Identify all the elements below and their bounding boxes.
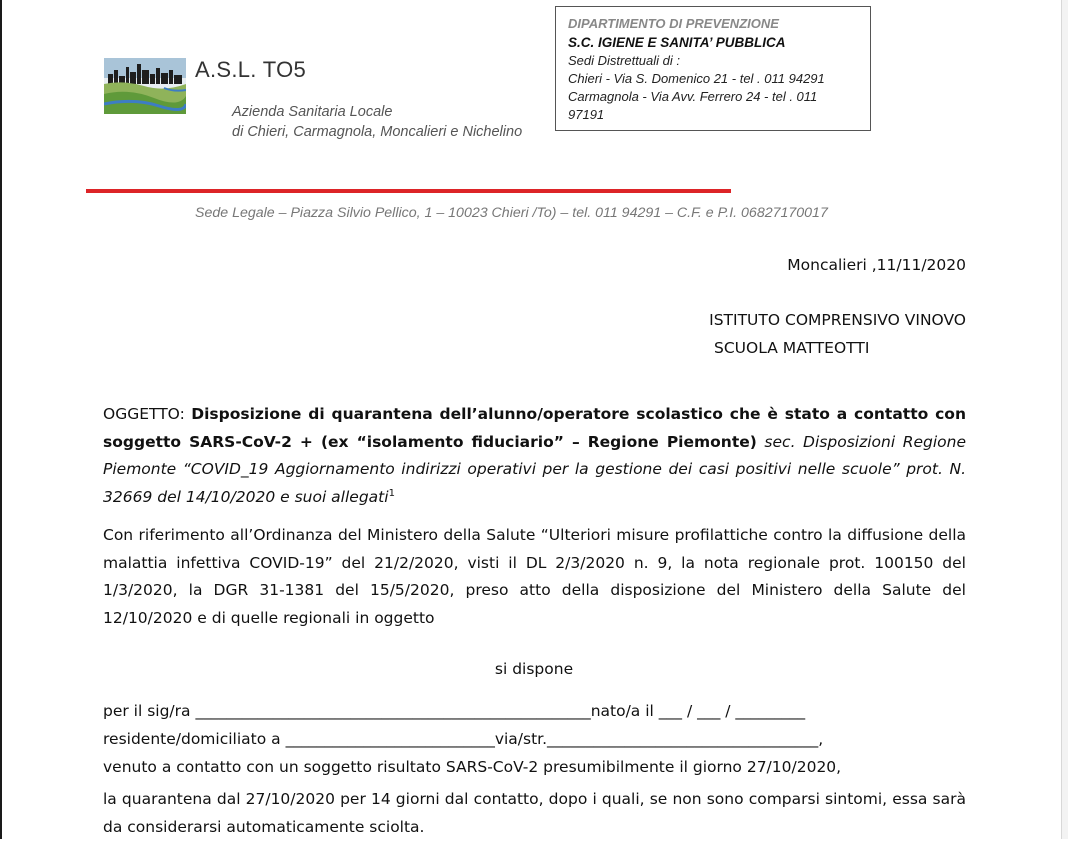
department-sede-chieri: Chieri - Via S. Domenico 21 - tel . 011 94291 <box>568 71 825 86</box>
quarantine-paragraph: la quarantena dal 27/10/2020 per 14 giorni dal contatto, dopo i quali, se non sono comparsi sintomi, essa sarà da considerarsi automaticamente sciolta. <box>103 790 966 836</box>
contact-line: venuto a contatto con un soggetto risultato SARS-CoV-2 presumibilmente il giorno 27/10/2020, <box>103 758 842 776</box>
asl-subtitle-line1: Azienda Sanitaria Locale <box>232 104 393 120</box>
recipient-line2: SCUOLA MATTEOTTI <box>714 339 870 357</box>
asl-title: A.S.L. TO5 <box>195 57 307 82</box>
page-right-scroll-edge <box>1061 0 1068 839</box>
department-title: DIPARTIMENTO DI PREVENZIONE <box>568 16 779 31</box>
department-box <box>555 6 871 131</box>
subject-label: OGGETTO: <box>103 405 192 423</box>
recipient-line1: ISTITUTO COMPRENSIVO VINOVO <box>709 311 966 329</box>
department-unit: S.C. IGIENE E SANITA’ PUBBLICA <box>568 35 786 50</box>
si-dispone: si dispone <box>494 660 574 678</box>
subject-paragraph <box>103 401 966 511</box>
reference-paragraph: Con riferimento all’Ordinanza del Ministero della Salute “Ulteriori misure profilattiche contro la diffusione della malattia infettiva COVID-19” del 21/2/2020, visti il DL 2/3/2020 n. 9, la nota regionale prot. 100150 del 1/3/2020, la DGR 31-1381 del 15/5/2020, preso atto della disposizione del Ministero della Salute del 12/10/2020 e di quelle regionali in oggetto <box>103 526 966 627</box>
sede-legale: Sede Legale – Piazza Silvio Pellico, 1 – 10023 Chieri /To) – tel. 011 94291 – C.F. e P.I. 06827170017 <box>195 205 828 221</box>
header-red-divider <box>86 189 731 193</box>
letter-date: Moncalieri ,11/11/2020 <box>787 256 966 274</box>
person-fill-line: per il sig/ra ___________________________________________________nato/a il ___ / ___ / _________ <box>103 702 806 720</box>
footnote-marker[interactable]: 1 <box>388 487 395 499</box>
page-left-border <box>0 0 2 839</box>
department-sede-carmagnola-cont: 97191 <box>568 107 605 122</box>
residence-fill-line: residente/domiciliato a ___________________________via/str.___________________________________, <box>103 730 824 748</box>
asl-subtitle-line2: di Chieri, Carmagnola, Moncalieri e Nichelino <box>232 124 523 140</box>
department-sede-carmagnola: Carmagnola - Via Avv. Ferrero 24 - tel . 011 <box>568 89 818 104</box>
subject-italic: sec. Disposizioni Regione Piemonte “COVID_19 Aggiornamento indirizzi operativi per la gestione dei casi positivi nelle scuole” prot. N. 32669 del 14/10/2020 e suoi allegati <box>103 432 967 506</box>
subject-bold: Disposizione di quarantena dell’alunno/operatore scolastico che è stato a contatto con soggetto SARS-CoV-2 + (ex “isolamento fiduciario” – Regione Piemonte) <box>103 405 966 451</box>
asl-logo-icon <box>104 58 186 114</box>
department-sedi-label: Sedi Distrettuali di : <box>568 53 680 68</box>
